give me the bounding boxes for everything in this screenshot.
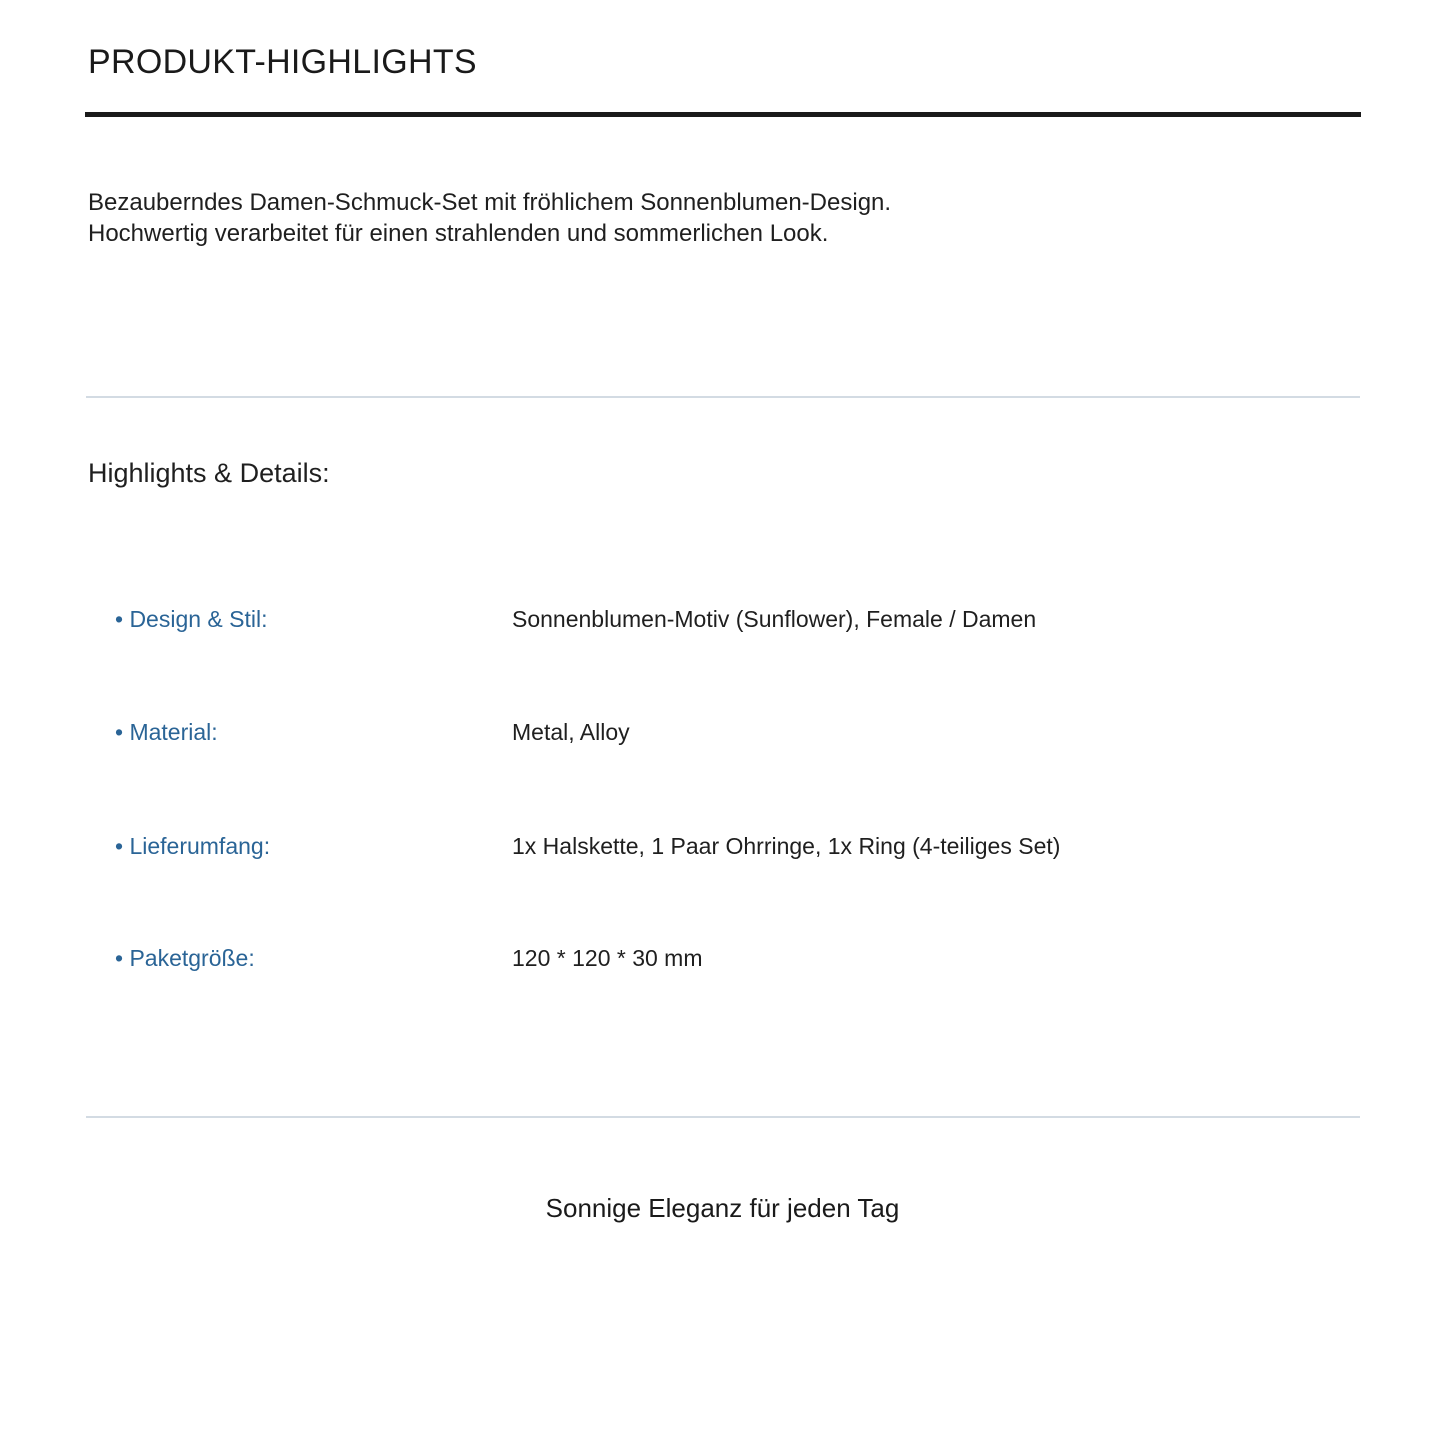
detail-row-paketgroesse [0, 940, 1445, 976]
intro-line-2: Hochwertig verarbeitet für einen strahlenden und sommerlichen Look. [88, 220, 829, 247]
section-divider [86, 396, 1360, 398]
page-title: PRODUKT-HIGHLIGHTS [88, 43, 477, 81]
detail-label: • Design & Stil: [115, 606, 268, 632]
detail-value: 1x Halskette, 1 Paar Ohrringe, 1x Ring (4-teiliges Set) [512, 833, 1061, 859]
detail-value: Sonnenblumen-Motiv (Sunflower), Female / Damen [512, 606, 1037, 632]
intro-text [88, 187, 1288, 249]
detail-label: • Material: [115, 719, 218, 745]
detail-row-material [0, 714, 1445, 750]
detail-row-design [0, 601, 1445, 637]
details-heading: Highlights & Details: [88, 458, 330, 488]
detail-label: • Paketgröße: [115, 945, 255, 971]
detail-value: Metal, Alloy [512, 719, 630, 745]
intro-line-1: Bezauberndes Damen-Schmuck-Set mit fröhlichem Sonnenblumen-Design. [88, 189, 892, 216]
section-divider [86, 1116, 1360, 1118]
footer-tagline: Sonnige Eleganz für jeden Tag [545, 1193, 900, 1223]
title-underline [85, 112, 1361, 117]
detail-label: • Lieferumfang: [115, 833, 271, 859]
detail-row-lieferumfang [0, 828, 1445, 864]
detail-value: 120 * 120 * 30 mm [512, 945, 703, 971]
